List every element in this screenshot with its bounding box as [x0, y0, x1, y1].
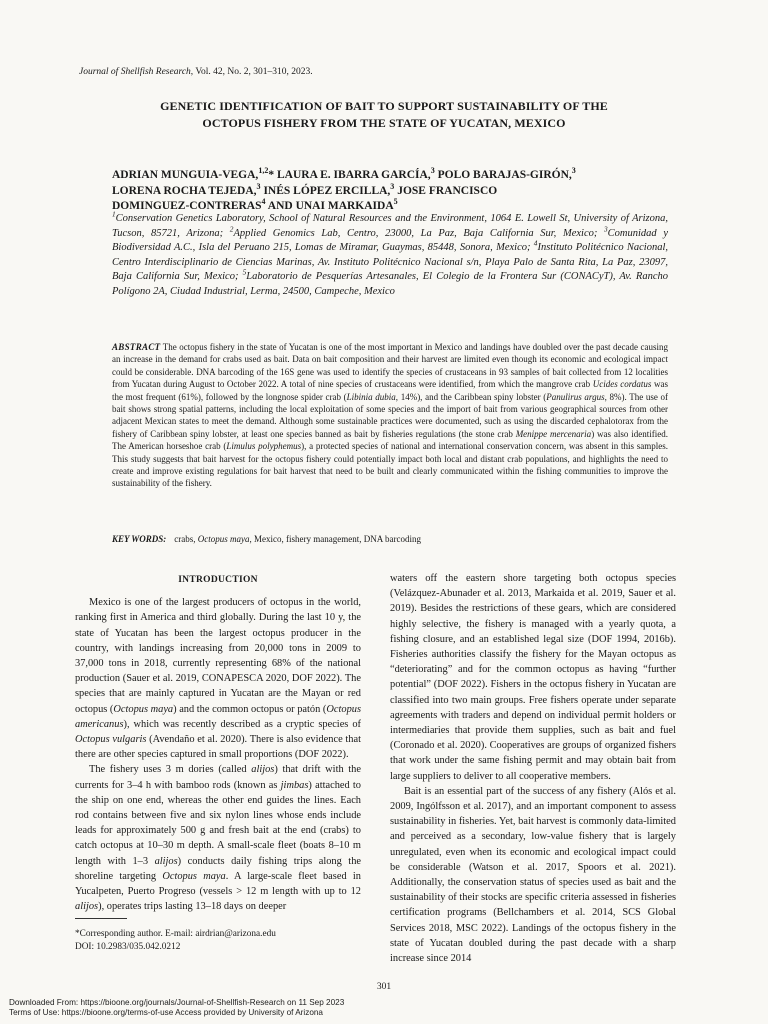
journal-details: , Vol. 42, No. 2, 301–310, 2023. [190, 67, 313, 77]
abstract-text: , 14%), and the Caribbean spiny lobster ( [395, 391, 547, 402]
abstract-text: The octopus fishery in the state of Yucatan is one of the most important in Mexico and landings have doubled over the past decade causing an increase in the demand for crabs used as bait. Data on bait composition and their harvest are limited even though its economic and ecological impact could be considerable. DNA barcoding of the 16S gene was used to identify the species of crustaceans in 93 samples of bait collected from 12 localities from Yucatan during August to October 2022. A total of nine species of crustaceans were identified, from which the mangrove crab [112, 342, 668, 390]
aff-sup: 5 [242, 267, 247, 277]
aff-sup: 4 [533, 238, 538, 248]
body-column-right [390, 571, 676, 966]
aff-text: Comunidad y Biodiversidad A.C., Isla del Peruano 215, Lomas de Miramar, Guaymas, 85448, Sonora, Mexico; [112, 227, 668, 254]
species-name: Ucides cordatus [592, 379, 652, 390]
download-line-1: Downloaded From: https://bioone.org/journals/Journal-of-Shellfish-Research on 11 Sep 2023 [9, 998, 345, 1007]
author-line-2 [112, 181, 672, 200]
author-sup: 3 [390, 181, 395, 191]
author-sup: 3 [571, 166, 576, 176]
aff-sup: 1 [112, 209, 116, 219]
author-sup: 5 [393, 197, 398, 207]
author-list [112, 168, 672, 215]
author-text: AND UNAI MARKAIDA [265, 200, 394, 212]
aff-sup: 3 [604, 224, 608, 234]
abstract [112, 341, 668, 490]
author-text: INÉS LÓPEZ ERCILLA, [260, 184, 391, 197]
author-text: LORENA ROCHA TEJEDA, [112, 184, 257, 197]
abstract-label: ABSTRACT [112, 342, 161, 352]
aff-text: Instituto Politécnico Nacional, Centro Interdisciplinario de Ciencias Marinas, Av. Instituto Politécnico Nacional s/n, Playa Palo de Santa Rita, La Paz, 23097, Baja California Sur, Mexico; [112, 242, 668, 283]
author-text: DOMINGUEZ-CONTRERAS [112, 200, 262, 212]
download-line-2: Terms of Use: https://bioone.org/terms-of-use Access provided by University of Arizona [9, 1007, 323, 1017]
doi: DOI: 10.2983/035.042.0212 [75, 942, 181, 952]
affiliations [112, 209, 668, 300]
title-line-1: GENETIC IDENTIFICATION OF BAIT TO SUPPORT SUSTAINABILITY OF THE [160, 99, 608, 113]
aff-text: Conservation Genetics Laboratory, School of Natural Resources and the Environment, 1064 E. Lowell St, University of Arizona, Tucson, 85721, Arizona; [112, 213, 668, 239]
body-column-left [75, 571, 361, 914]
author-sup: 3 [430, 166, 435, 176]
paragraph: Bait is an essential part of the success of any fishery (Alós et al. 2009, Ingólfsson et al. 2017), and an important component to assess sustainability in fisheries. Yet, bait harvest is commonly data-limited and perceived as a secondary, low-value fishery that is largely unregulated, even when its economic and ecological impact could be considerable (Watson et al. 2017, Spoors et al. 2021). Additionally, the conservation status of species used as bait and the sustainability of their stocks are specific criteria assessed in fisheries certification programs (Bellchambers et al. 2014, SCS Global Services 2018, MSC 2022). Landings of the octopus fishery in the state of Yucatan doubled during the past decade with a sharp increase since 2014 [390, 785, 676, 965]
author-text: ADRIAN MUNGUIA-VEGA, [112, 169, 259, 181]
paragraph: waters off the eastern shore targeting both octopus species (Velázquez-Abunader et al. 2013, Markaida et al. 2019, Sauer et al. 2019). Besides the restrictions of these gears, which are considered highly selective, the fishery is managed with a yearly quota, a fishing closure, and an established legal size (DOF 1994, 2016b). Fisheries authorities classify the fishery for the Mayan octopus as “deteriorating” and for the common octopus as having “further potential” (DOF 2022). Fishers in the octopus fishery in Yucatan are classified into two main groups. Free fishers operate under separate agreements with traders and depend on individual permit holders or intermediaries that provide them supplies, such as bait and fuel (Coronado et al. 2020). Cooperatives are groups of organized fishers that work under the same fishing permit and may obtain bait from large suppliers to deliver to all cooperative members. [390, 573, 676, 782]
species-name: Panulirus argus [546, 391, 605, 402]
title-line-2: OCTOPUS FISHERY FROM THE STATE OF YUCATAN, MEXICO [202, 116, 566, 130]
keywords-label: KEY WORDS: [112, 534, 167, 544]
abstract-text: , 8%). The use of bait shows strong spatial patterns, including the local exploitation of some species and the import of bait from various geographical sources from other adjacent Mexican states to meet the demand. Although some sustainable practices were documented, such as using the discarded cephalotorax from the fishery of Caribbean spiny lobster, at least one species banned as bait by fisheries regulations (the stone crab [112, 391, 669, 439]
author-sup: 3 [256, 181, 261, 191]
aff-text: Applied Genomics Lab, Centro, 23000, La Paz, Baja California Sur, Mexico; [233, 227, 604, 239]
author-sup: 4 [261, 197, 266, 207]
keywords [112, 534, 421, 544]
author-text: POLO BARAJAS-GIRÓN, [434, 169, 572, 181]
footnote [75, 928, 276, 954]
aff-sup: 2 [229, 224, 234, 234]
author-text: * LAURA E. IBARRA GARCÍA, [268, 169, 431, 181]
keyword-text: crabs, [174, 534, 198, 544]
author-sup: 1,2 [258, 166, 269, 176]
corresponding-author: *Corresponding author. E-mail: airdrian@arizona.edu [75, 929, 276, 939]
download-notice [9, 998, 344, 1017]
author-text: JOSE FRANCISCO [394, 184, 498, 197]
aff-text: Laboratorio de Pesquerías Artesanales, El Colegio de la Frontera Sur (CONACyT), Av. Rancho Polígono 2A, Ciudad Industrial, Lerma, 24500, Campeche, Mexico [112, 271, 668, 297]
abstract-text: was the most frequent (61%), followed by the longnose spider crab ( [112, 379, 668, 402]
paragraph: Mexico is one of the largest producers of octopus in the world, ranking first in America and third globally. During the last 10 y, the state of Yucatan has been the largest octopus producer in the country, with landings increasing from 20,000 tons in 2009 to 37,000 tons in 2018, currently representing 68% of the national production (Sauer et al. 2019, CONAPESCA 2020, DOF 2022). The species that are mainly captured in Yucatan are the Mayan or red octopus (Octopus maya) and the common octopus or patón (Octopus americanus), which was recently described as a cryptic species of Octopus vulgaris (Avendaño et al. 2020). There is also evidence that there are other species captured in small proportions (DOF 2022). [75, 597, 362, 761]
abstract-text: ), a protected species of national and international conservation concern, was absent in this samples. This study suggests that bait harvest for the octopus fishery could potentially impact both local and distant crab populations, and highlights the need to create and improve existing regulations for bait harvest that need to be built and clearly communicated within the fishing communities to improve the sustainability of the fishery. [112, 441, 669, 489]
section-heading-introduction: INTRODUCTION [178, 575, 258, 585]
keyword-text: Octopus maya [197, 534, 250, 544]
paragraph: The fishery uses 3 m dories (called alijos) that drift with the currents for 3–4 h with bamboo rods (known as jimbas) attached to the ship on one end, whereas the other end guides the lines. Each rod contains between five and six nylon lines whose ends include leads for approximately 500 g and fresh bait at the end (crabs) to catch octopus at 10–30 m depth. A small-scale fleet (boats 8–10 m length with 1–3 alijos) conducts daily fishing trips along the shoreline targeting Octopus maya. A large-scale fleet based in Yucalpeten, Puerto Progreso (vessels > 12 m length with up to 12 alijos), operates trips lasting 13–18 days on deeper [75, 764, 362, 913]
footnote-rule [75, 918, 127, 919]
abstract-text: ) was also identified. The American horseshoe crab ( [112, 428, 668, 452]
species-name: Limulus polyphemus [226, 441, 302, 452]
article-title [79, 98, 689, 132]
keyword-text: , Mexico, fishery management, DNA barcoding [249, 534, 421, 544]
journal-citation [79, 67, 313, 77]
species-name: Libinia dubia [346, 391, 396, 402]
page-number: 301 [376, 982, 392, 992]
journal-name: Journal of Shellfish Research [79, 67, 191, 77]
species-name: Menippe mercenaria [515, 428, 592, 439]
